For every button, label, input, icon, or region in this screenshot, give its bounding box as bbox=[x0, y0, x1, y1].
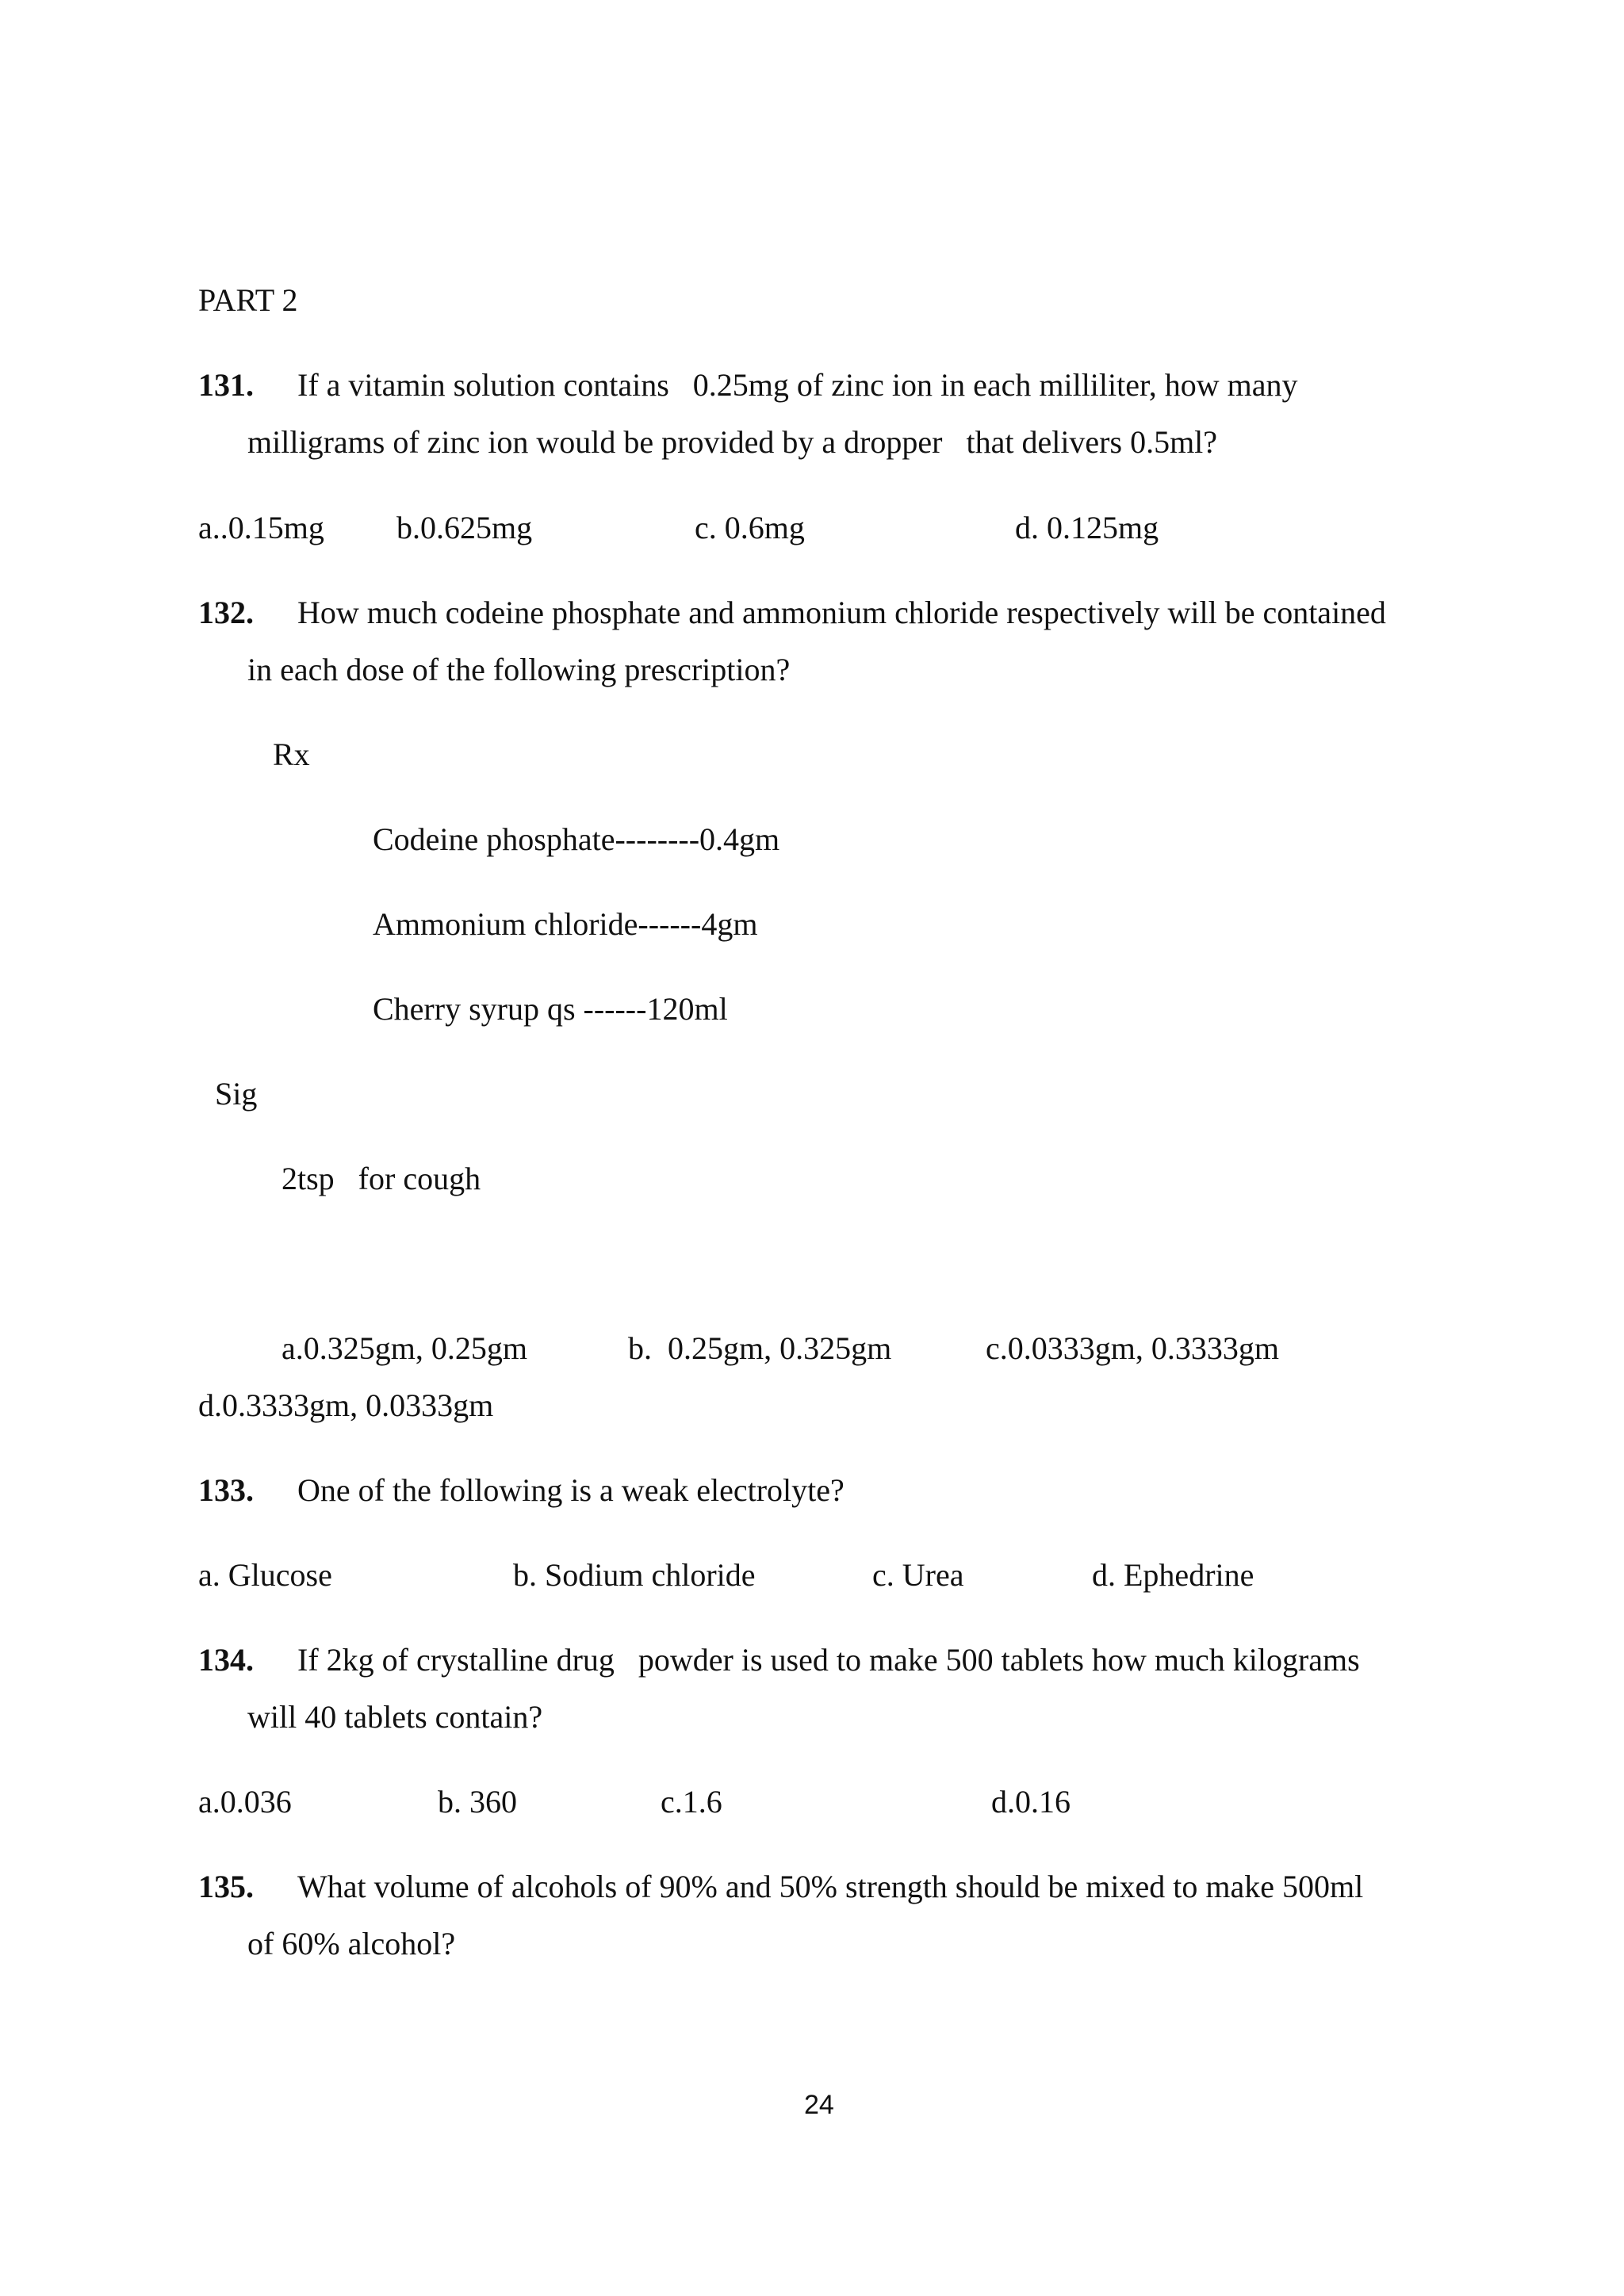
question-132-number: 132. bbox=[198, 595, 254, 630]
section-heading: PART 2 bbox=[198, 282, 298, 318]
question-134-option-d: d.0.16 bbox=[991, 1784, 1071, 1820]
question-131-text-line1: If a vitamin solution contains 0.25mg of zinc ion in each milliliter, how many bbox=[297, 367, 1298, 403]
question-132-text-line2: in each dose of the following prescription? bbox=[247, 652, 791, 687]
question-131-option-a: a..0.15mg bbox=[198, 510, 324, 545]
rx-item-ammonium-chloride: Ammonium chloride------4gm bbox=[373, 906, 758, 942]
question-132-option-d: d.0.3333gm, 0.0333gm bbox=[198, 1387, 494, 1423]
question-131-option-c: c. 0.6mg bbox=[695, 510, 805, 545]
rx-item-codeine-phosphate: Codeine phosphate--------0.4gm bbox=[373, 821, 780, 857]
question-131-option-d: d. 0.125mg bbox=[1015, 510, 1159, 545]
question-132-option-c: c.0.0333gm, 0.3333gm bbox=[986, 1330, 1279, 1366]
question-132-text-line1: How much codeine phosphate and ammonium chloride respectively will be contained bbox=[297, 595, 1386, 630]
question-133-option-b: b. Sodium chloride bbox=[513, 1557, 756, 1593]
question-133-number: 133. bbox=[198, 1472, 254, 1508]
question-132-option-b: b. 0.25gm, 0.325gm bbox=[628, 1330, 892, 1366]
question-135-number: 135. bbox=[198, 1869, 254, 1904]
rx-label: Rx bbox=[273, 737, 310, 772]
question-132-option-a: a.0.325gm, 0.25gm bbox=[282, 1330, 527, 1366]
question-134-text-line1: If 2kg of crystalline drug powder is used to make 500 tablets how much kilograms bbox=[297, 1642, 1360, 1678]
question-131-number: 131. bbox=[198, 367, 254, 403]
page-number: 24 bbox=[804, 2090, 834, 2120]
question-134-text-line2: will 40 tablets contain? bbox=[247, 1699, 543, 1735]
question-134-option-c: c.1.6 bbox=[661, 1784, 722, 1820]
question-134-number: 134. bbox=[198, 1642, 254, 1678]
question-133-option-d: d. Ephedrine bbox=[1092, 1557, 1254, 1593]
question-133-option-c: c. Urea bbox=[872, 1557, 964, 1593]
question-135-text-line1: What volume of alcohols of 90% and 50% strength should be mixed to make 500ml bbox=[297, 1869, 1364, 1904]
question-134-option-b: b. 360 bbox=[438, 1784, 517, 1820]
question-131-text-line2: milligrams of zinc ion would be provided by a dropper that delivers 0.5ml? bbox=[247, 424, 1218, 460]
question-131-option-b: b.0.625mg bbox=[396, 510, 533, 545]
question-133-option-a: a. Glucose bbox=[198, 1557, 332, 1593]
question-135-text-line2: of 60% alcohol? bbox=[247, 1926, 456, 1961]
question-134-option-a: a.0.036 bbox=[198, 1784, 292, 1820]
rx-item-cherry-syrup: Cherry syrup qs ------120ml bbox=[373, 991, 728, 1027]
sig-text: 2tsp for cough bbox=[282, 1161, 481, 1196]
question-133-text-line1: One of the following is a weak electrolyte? bbox=[297, 1472, 845, 1508]
sig-label: Sig bbox=[215, 1076, 258, 1112]
